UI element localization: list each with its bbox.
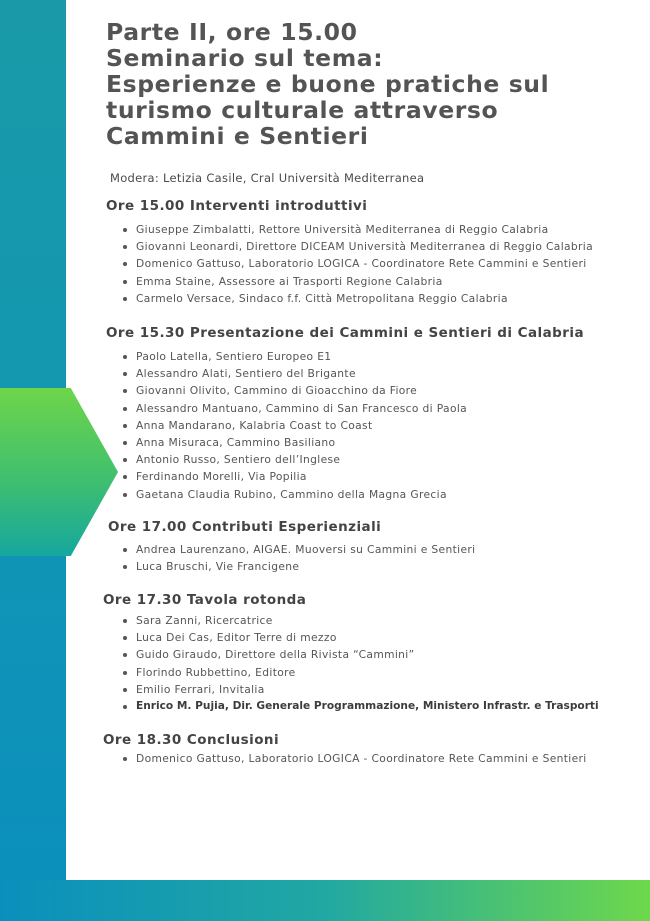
list-item: Domenico Gattuso, Laboratorio LOGICA - Coordinatore Rete Cammini e Sentieri — [120, 255, 593, 272]
list-item: Luca Dei Cas, Editor Terre di mezzo — [120, 629, 599, 646]
list-item: Carmelo Versace, Sindaco f.f. Città Metropolitana Reggio Calabria — [120, 290, 593, 307]
list-item: Paolo Latella, Sentiero Europeo E1 — [120, 348, 467, 365]
list-item: Emilio Ferrari, Invitalia — [120, 681, 599, 698]
speaker-list — [120, 541, 475, 575]
speaker-list — [120, 612, 599, 715]
moderator-text: Modera: Letizia Casile, Cral Università Mediterranea — [110, 171, 425, 185]
list-item: Florindo Rubbettino, Editore — [120, 664, 599, 681]
list-item: Andrea Laurenzano, AIGAE. Muoversi su Cammini e Sentieri — [120, 541, 475, 558]
title-line: Cammini e Sentieri — [106, 122, 369, 150]
section-heading: Ore 15.00 Interventi introduttivi — [106, 198, 368, 214]
list-item: Luca Bruschi, Vie Francigene — [120, 558, 475, 575]
list-item: Enrico M. Pujia, Dir. Generale Programmazione, Ministero Infrastr. e Trasporti — [120, 698, 599, 715]
title-line: Parte II, ore 15.00 — [106, 18, 358, 46]
section-heading: Ore 18.30 Conclusioni — [103, 732, 280, 748]
list-item: Giuseppe Zimbalatti, Rettore Università Mediterranea di Reggio Calabria — [120, 221, 593, 238]
title-line: turismo culturale attraverso — [106, 96, 499, 124]
speaker-list — [120, 221, 593, 307]
section-heading: Ore 17.00 Contributi Esperienziali — [108, 519, 382, 535]
list-item: Sara Zanni, Ricercatrice — [120, 612, 599, 629]
title-line: Seminario sul tema: — [106, 44, 384, 72]
section-heading: Ore 17.30 Tavola rotonda — [103, 592, 307, 608]
list-item: Guido Giraudo, Direttore della Rivista “Cammini” — [120, 646, 599, 663]
list-item: Emma Staine, Assessore ai Trasporti Regione Calabria — [120, 273, 593, 290]
section-heading: Ore 15.30 Presentazione dei Cammini e Sentieri di Calabria — [106, 325, 585, 341]
list-item: Anna Mandarano, Kalabria Coast to Coast — [120, 417, 467, 434]
list-item: Alessandro Mantuano, Cammino di San Francesco di Paola — [120, 400, 467, 417]
list-item: Antonio Russo, Sentiero dell’Inglese — [120, 451, 467, 468]
title-line: Esperienze e buone pratiche sul — [106, 70, 550, 98]
list-item: Ferdinando Morelli, Via Popilia — [120, 468, 467, 485]
speaker-list — [120, 348, 467, 503]
arrow-decoration — [0, 388, 118, 556]
list-item: Gaetana Claudia Rubino, Cammino della Magna Grecia — [120, 486, 467, 503]
list-item: Alessandro Alati, Sentiero del Brigante — [120, 365, 467, 382]
speaker-list — [120, 750, 587, 767]
list-item: Domenico Gattuso, Laboratorio LOGICA - Coordinatore Rete Cammini e Sentieri — [120, 750, 587, 767]
bottom-accent-bar — [0, 880, 650, 921]
list-item: Anna Misuraca, Cammino Basiliano — [120, 434, 467, 451]
page-title — [106, 19, 646, 149]
list-item: Giovanni Leonardi, Direttore DICEAM Università Mediterranea di Reggio Calabria — [120, 238, 593, 255]
list-item: Giovanni Olivito, Cammino di Gioacchino da Fiore — [120, 382, 467, 399]
